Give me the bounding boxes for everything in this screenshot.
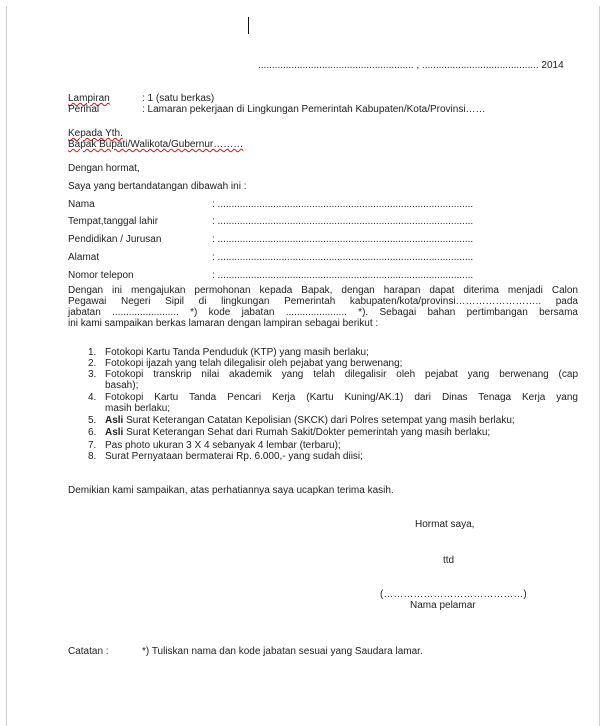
list-item-continuation: masih berlaku; xyxy=(105,403,171,414)
intro-text: Saya yang bertandatangan dibawah ini : xyxy=(68,181,247,192)
list-item-number: 2. xyxy=(88,358,97,369)
date-line: ........................................................ , .......................................... 2014 xyxy=(258,60,564,71)
list-item-rest: Surat Keterangan Catatan Kepolisian (SKCK) dari Polres setempat yang masih berlaku; xyxy=(123,415,515,426)
list-item-text: Fotokopi Kartu Tanda Penduduk (KTP) yang masih berlaku; xyxy=(105,347,369,358)
body-line3: jabatan ........................ *) kode jabatan ...................... *). Sebagai bahan pertimbangan bersama xyxy=(68,307,578,318)
note-text: *) Tuliskan nama dan kode jabatan sesuai yang Saudara lamar. xyxy=(142,646,423,657)
field-label-ttl: Tempat,tanggal lahir xyxy=(68,216,159,227)
list-item-number: 5. xyxy=(88,415,97,426)
field-label-pendidikan: Pendidikan / Jurusan xyxy=(68,234,162,245)
list-item-text: Surat Pernyataan bermaterai Rp. 6.000,- yang sudah diisi; xyxy=(105,451,363,462)
list-item-text: Pas photo ukuran 3 X 4 sebanyak 4 lembar (terbaru); xyxy=(105,440,341,451)
list-item-continuation: basah); xyxy=(105,380,139,391)
list-item-number: 8. xyxy=(88,451,97,462)
signature-ttd: ttd xyxy=(443,555,455,566)
note-label: Catatan : xyxy=(68,646,109,657)
list-item-number: 1. xyxy=(88,347,97,358)
field-label-telepon: Nomor telepon xyxy=(68,270,134,281)
list-item-text: Fotokopi Kartu Tanda Pencari Kerja (Kartu Kuning/AK.1) dari Dinas Tenaga Kerja yang xyxy=(105,392,578,403)
list-item-rest: Surat Keterangan Sehat dari Rumah Sakit/Dokter pemerintah yang masih berlaku; xyxy=(123,427,491,438)
perihal-value: : Lamaran pekerjaan di Lingkungan Pemerintah Kabupaten/Kota/Provinsi…… xyxy=(142,104,486,115)
lampiran-value: : 1 (satu berkas) xyxy=(142,93,215,104)
list-item-text: Fotokopi ijazah yang telah dilegalisir oleh pejabat yang berwenang; xyxy=(105,358,403,369)
list-item-number: 6. xyxy=(88,427,97,438)
field-value-ttl: : ............................................................................................ xyxy=(212,216,474,227)
perihal-label: Perihal xyxy=(68,104,100,115)
greeting: Dengan hormat, xyxy=(68,163,140,174)
list-item-bold: Asli xyxy=(105,427,124,438)
recipient-line2: Bapak Bupati/Walikota/Gubernur……… xyxy=(68,139,244,150)
signature-regards: Hormat saya, xyxy=(415,519,475,530)
body-line4: ini kami sampaikan berkas lamaran dengan lampiran sebagai berikut : xyxy=(68,318,379,329)
recipient-line1: Kepada Yth. xyxy=(68,128,123,139)
field-label-alamat: Alamat xyxy=(68,252,100,263)
list-item-number: 7. xyxy=(88,440,97,451)
field-label-nama: Nama xyxy=(68,199,95,210)
body-line2: Pegawai Negeri Sipil di lingkungan Pemerintah kabupaten/kota/provinsi…………………….. pada xyxy=(68,296,578,307)
list-item-bold: Asli xyxy=(105,415,124,426)
field-value-nama: : ............................................................................................ xyxy=(212,199,474,210)
list-item-text: Fotokopi transkrip nilai akademik yang telah dilegalisir oleh pejabat yang berwenang (cap xyxy=(105,369,578,380)
body-line1: Dengan ini mengajukan permohonan kepada Bapak, dengan harapan dapat diterima menjadi Calon xyxy=(68,285,578,296)
lampiran-label: Lampiran xyxy=(68,93,110,104)
list-item-number: 3. xyxy=(88,369,97,380)
field-value-pendidikan: : ............................................................................................ xyxy=(212,234,474,245)
signature-name: Nama pelamar xyxy=(410,600,476,611)
list-item-text xyxy=(105,415,515,426)
list-item-text xyxy=(105,427,490,438)
field-value-telepon: : ............................................................................................ xyxy=(212,270,474,281)
signature-blank: (……………………………………) xyxy=(380,589,527,600)
list-item-number: 4. xyxy=(88,392,97,403)
field-value-alamat: : ............................................................................................ xyxy=(212,252,474,263)
text-cursor xyxy=(248,17,249,34)
closing-text: Demikian kami sampaikan, atas perhatiannya saya ucapkan terima kasih. xyxy=(68,485,394,496)
